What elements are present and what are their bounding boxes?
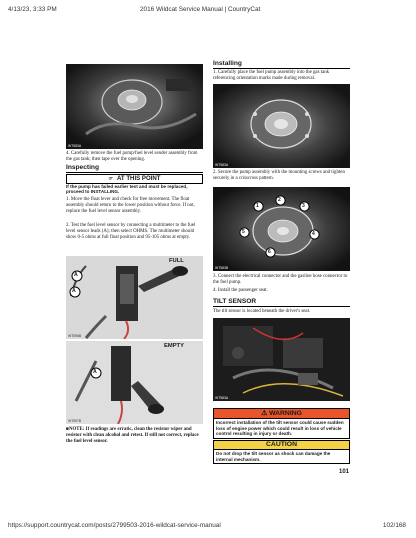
callout-4: 4 <box>312 231 315 237</box>
left-step-2: 2. Test the fuel level sensor by connecting a multimeter to the fuel level sensor leads (A); then select OHMS. The multimeter should show 0-5 ohms at full float position and 95-105 ohms at empty. <box>66 223 196 240</box>
right-step-3: 3. Connect the electrical connector and the gasline hose connector to the fuel pump. <box>213 274 348 285</box>
print-page-count: 102/168 <box>382 522 406 529</box>
callout-2: 2 <box>278 197 281 203</box>
left-step-1: 1. Move the float lever and check for free movement. The float assembly should return to the lower position without force. If not, replace the fuel level sensor assembly. <box>66 197 195 214</box>
right-step-1: 1. Carefully place the fuel pump assembly into the gas tank referencing orientation marks made during removal. <box>213 70 330 81</box>
figure-number: WT583A <box>68 144 82 148</box>
print-datetime: 4/13/23, 3:33 PM <box>8 6 57 13</box>
callout-3: 3 <box>302 203 305 209</box>
tilt-sensor-photo <box>213 318 350 401</box>
attention-title-text: AT THIS POINT <box>116 175 161 182</box>
section-rule <box>213 68 350 69</box>
tilt-sensor-heading: TILT SENSOR <box>213 298 257 305</box>
warning-header <box>213 408 350 419</box>
sensor-empty-photo <box>66 341 203 424</box>
left-note: ■NOTE: If readings are erratic, clean the resistor wiper and resistor with clean alcohol and retest. If still not correct, replace the fuel level sensor. <box>66 427 199 444</box>
pump-screws-photo <box>213 187 350 271</box>
figure-number: WT597B <box>68 419 82 423</box>
inspecting-heading: Inspecting <box>66 164 99 171</box>
tilt-sensor-text: The tilt sensor is located beneath the driver's seat. <box>213 309 311 314</box>
right-step-4: 4. Install the passenger seat. <box>213 288 268 293</box>
print-page-title: 2016 Wildcat Service Manual | CountryCat <box>140 6 261 13</box>
left-step-4: 4. Carefully remove the fuel pump/fuel level sender assembly from the gas tank; then tape over the opening. <box>66 151 198 162</box>
attention-box-body: If the pump has failed earlier test and must be replaced, proceed to INSTALLING. <box>66 184 188 195</box>
figure-number: WT596B <box>68 334 82 338</box>
callout-5: 5 <box>242 229 245 235</box>
figure-number: WT583A <box>215 396 229 400</box>
section-rule <box>66 172 203 173</box>
callout-a-label: A <box>74 272 78 278</box>
figure-number: WT583B <box>215 266 229 270</box>
callout-a-label-2: A <box>72 288 76 294</box>
callout-a-label-3: A <box>93 369 97 375</box>
installing-heading: Installing <box>213 60 242 67</box>
right-step-2: 2. Secure the pump assembly with the mounting screws and tighten securely in a crisscross pattern. <box>213 170 345 181</box>
pump-install-photo <box>213 84 350 168</box>
callout-6: 6 <box>268 249 271 255</box>
callout-1: 1 <box>256 203 259 209</box>
sensor-full-photo <box>66 256 203 339</box>
empty-label: EMPTY <box>164 343 184 349</box>
full-label: FULL <box>169 258 184 264</box>
warning-title: WARNING <box>269 410 302 417</box>
page-number: 101 <box>339 469 350 475</box>
caution-header: CAUTION <box>213 440 350 450</box>
fuel-pump-removed-photo <box>66 64 203 149</box>
warning-text: Incorrect installation of the tilt sensor could cause sudden loss of engine power which could result in loss of vehicle control resulting in injury or death. <box>213 419 350 439</box>
caution-text: Do not drop the tilt sensor as shock can damage the internal mechanism. <box>213 450 350 464</box>
section-rule <box>213 306 350 307</box>
attention-icon: ☞ <box>108 176 113 182</box>
figure-number: WT583A <box>215 163 229 167</box>
print-url: https://support.countrycat.com/posts/2799503-2016-wildcat-service-manual <box>8 522 221 529</box>
warning-icon: ⚠ <box>261 410 268 417</box>
attention-box-title <box>66 174 203 184</box>
